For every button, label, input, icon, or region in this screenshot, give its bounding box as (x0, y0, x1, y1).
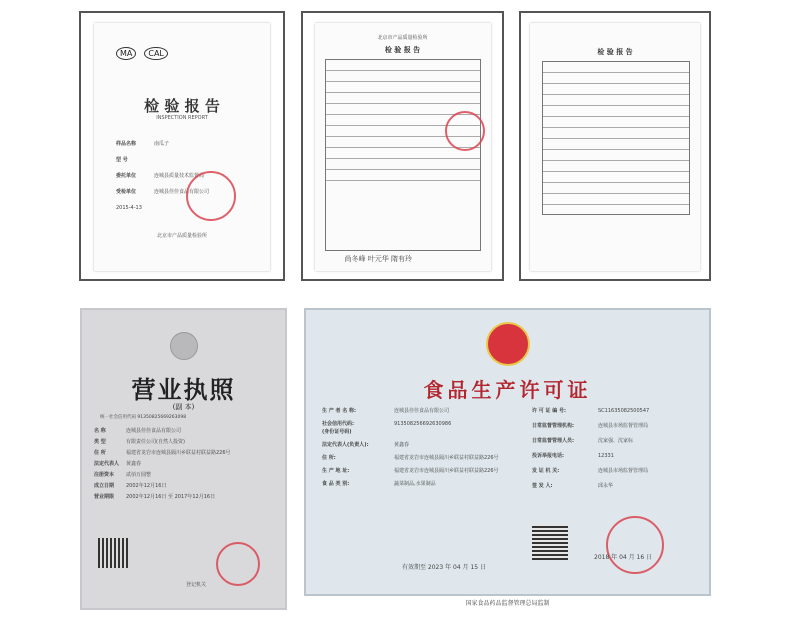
table-row (543, 73, 689, 84)
license-footer-note: 国家食品药品监督管理总局监制 (465, 600, 550, 607)
table-row (543, 194, 689, 205)
field-value: 2002年12月16日 (126, 483, 167, 489)
report-date: 2015-4-13 (116, 205, 142, 211)
table-row (543, 139, 689, 150)
table-row (543, 106, 689, 117)
field-value: 黄鑫春 (394, 442, 410, 448)
field-label: 法定代表人(负责人): (322, 442, 369, 448)
field-value: SC11635082500547 (598, 408, 650, 414)
report-title: 检 验 报 告 (144, 97, 220, 115)
field-label: 日常监督管理机构: (532, 423, 575, 429)
license-copy-label: (副 本) (172, 403, 195, 411)
field-label: 食 品 类 别: (322, 481, 350, 487)
table-row (543, 95, 689, 106)
report-table (325, 59, 481, 251)
field-label: 住 所: (322, 455, 336, 461)
table-row (326, 60, 480, 71)
signatures: 尚冬峰 叶元华 隋有玲 (344, 255, 412, 263)
field-label: 成立日期 (94, 483, 115, 489)
field-label: 名 称 (94, 428, 106, 434)
field-label: 生 产 地 址: (322, 468, 350, 474)
credit-code: 统一社会信用代码 91350825669263098 (100, 415, 187, 420)
report-title: 检 验 报 告 (597, 47, 633, 56)
registration-authority: 登记机关 (186, 582, 207, 588)
report-footer: 北京市产品质量检验所 (156, 233, 207, 239)
field-value: 蔬菜制品,水果制品 (394, 481, 436, 487)
field-label: 委托单位 (116, 173, 137, 179)
license-title: 营业执照 (131, 375, 236, 404)
table-row (543, 161, 689, 172)
field-value: 连城县佳佳食品有限公司 (154, 189, 210, 195)
table-row (543, 84, 689, 95)
field-label: 类 型 (94, 439, 106, 445)
report-page-3 (530, 23, 700, 271)
table-row (326, 170, 480, 181)
table-row (326, 82, 480, 93)
field-label: 社会信用代码: (322, 421, 355, 427)
report-panel-3 (519, 11, 711, 281)
report-table (542, 61, 690, 215)
issue-date: 2018 年 04 月 16 日 (594, 554, 653, 561)
field-value: 沈家强、沈家标 (598, 438, 634, 444)
field-value: 连城县市场监督管理局 (598, 423, 649, 429)
field-value: 连城县佳佳食品有限公司 (126, 428, 182, 434)
field-value: 贰佰万圆整 (126, 472, 152, 478)
field-label: 受检单位 (116, 189, 137, 195)
red-seal (606, 516, 664, 574)
table-row (543, 183, 689, 194)
field-label: 营业期限 (94, 494, 115, 500)
field-label: 型 号 (116, 157, 128, 163)
qr-code (532, 524, 568, 560)
field-value: 连城县市场监督管理局 (598, 468, 649, 474)
report-page-1 (94, 23, 270, 271)
cal-mark: CAL (144, 47, 168, 60)
red-seal (216, 542, 260, 586)
field-label: 法定代表人 (94, 461, 120, 467)
table-row (326, 71, 480, 82)
field-value: 黄鑫春 (126, 461, 142, 467)
table-row (543, 62, 689, 73)
valid-until: 有效期至 2023 年 04 月 15 日 (402, 564, 486, 571)
field-label: 住 所 (94, 450, 106, 456)
red-seal (445, 111, 485, 151)
table-row (543, 150, 689, 161)
field-label: (身份证号码) (322, 429, 352, 435)
field-label: 生 产 者 名 称: (322, 408, 356, 414)
field-value: 有限责任公司(自然人投资) (126, 439, 185, 445)
field-label: 投诉举报电话: (532, 453, 565, 459)
field-label: 日常监督管理人员: (532, 438, 575, 444)
field-value: 12331 (598, 453, 614, 459)
field-value: 2002年12月16日 至 2017年12月16日 (126, 494, 216, 500)
license-left-fields (322, 408, 527, 494)
field-value: 福建省龙岩市连城县隔川乡联益村联益路226号 (394, 468, 499, 474)
food-production-license (304, 308, 711, 596)
field-value: 连城县质量技术监督局 (154, 173, 205, 179)
table-row (326, 159, 480, 170)
field-value: 福建省龙岩市连城县隔川乡联益村联益路226号 (126, 450, 231, 456)
report-subtitle: INSPECTION REPORT (156, 115, 208, 121)
license-title: 食品生产许可证 (423, 378, 592, 402)
field-label: 许 可 证 编 号: (532, 408, 566, 414)
table-row (326, 93, 480, 104)
field-value: 邱永华 (598, 483, 614, 489)
field-value: 913508256692630986 (394, 421, 452, 427)
license-right-fields (532, 408, 704, 498)
field-value: 福建省龙岩市连城县隔川乡联益村联益路226号 (394, 455, 499, 461)
field-label: 签 发 人: (532, 483, 553, 489)
lab-name: 北京市产品质量检验所 (377, 35, 428, 41)
table-row (543, 172, 689, 183)
field-label: 发 证 机 关: (532, 468, 560, 474)
license-fields (94, 428, 272, 505)
national-emblem-icon (486, 322, 530, 366)
table-row (543, 117, 689, 128)
field-label: 样品名称 (116, 141, 137, 147)
report-panel-1 (79, 11, 285, 281)
qr-code (98, 538, 128, 568)
field-value: 连城县佳佳食品有限公司 (394, 408, 450, 414)
cert-marks (116, 47, 168, 60)
business-license (80, 308, 287, 610)
table-row (543, 128, 689, 139)
report-panel-2 (301, 11, 504, 281)
field-label: 注册资本 (94, 472, 115, 478)
national-emblem-icon (170, 332, 198, 360)
red-seal (186, 171, 236, 221)
report-page-2 (315, 23, 491, 271)
report-title: 检 验 报 告 (384, 45, 421, 54)
ma-mark: MA (116, 47, 136, 60)
field-value: 南瓜子 (154, 141, 170, 147)
